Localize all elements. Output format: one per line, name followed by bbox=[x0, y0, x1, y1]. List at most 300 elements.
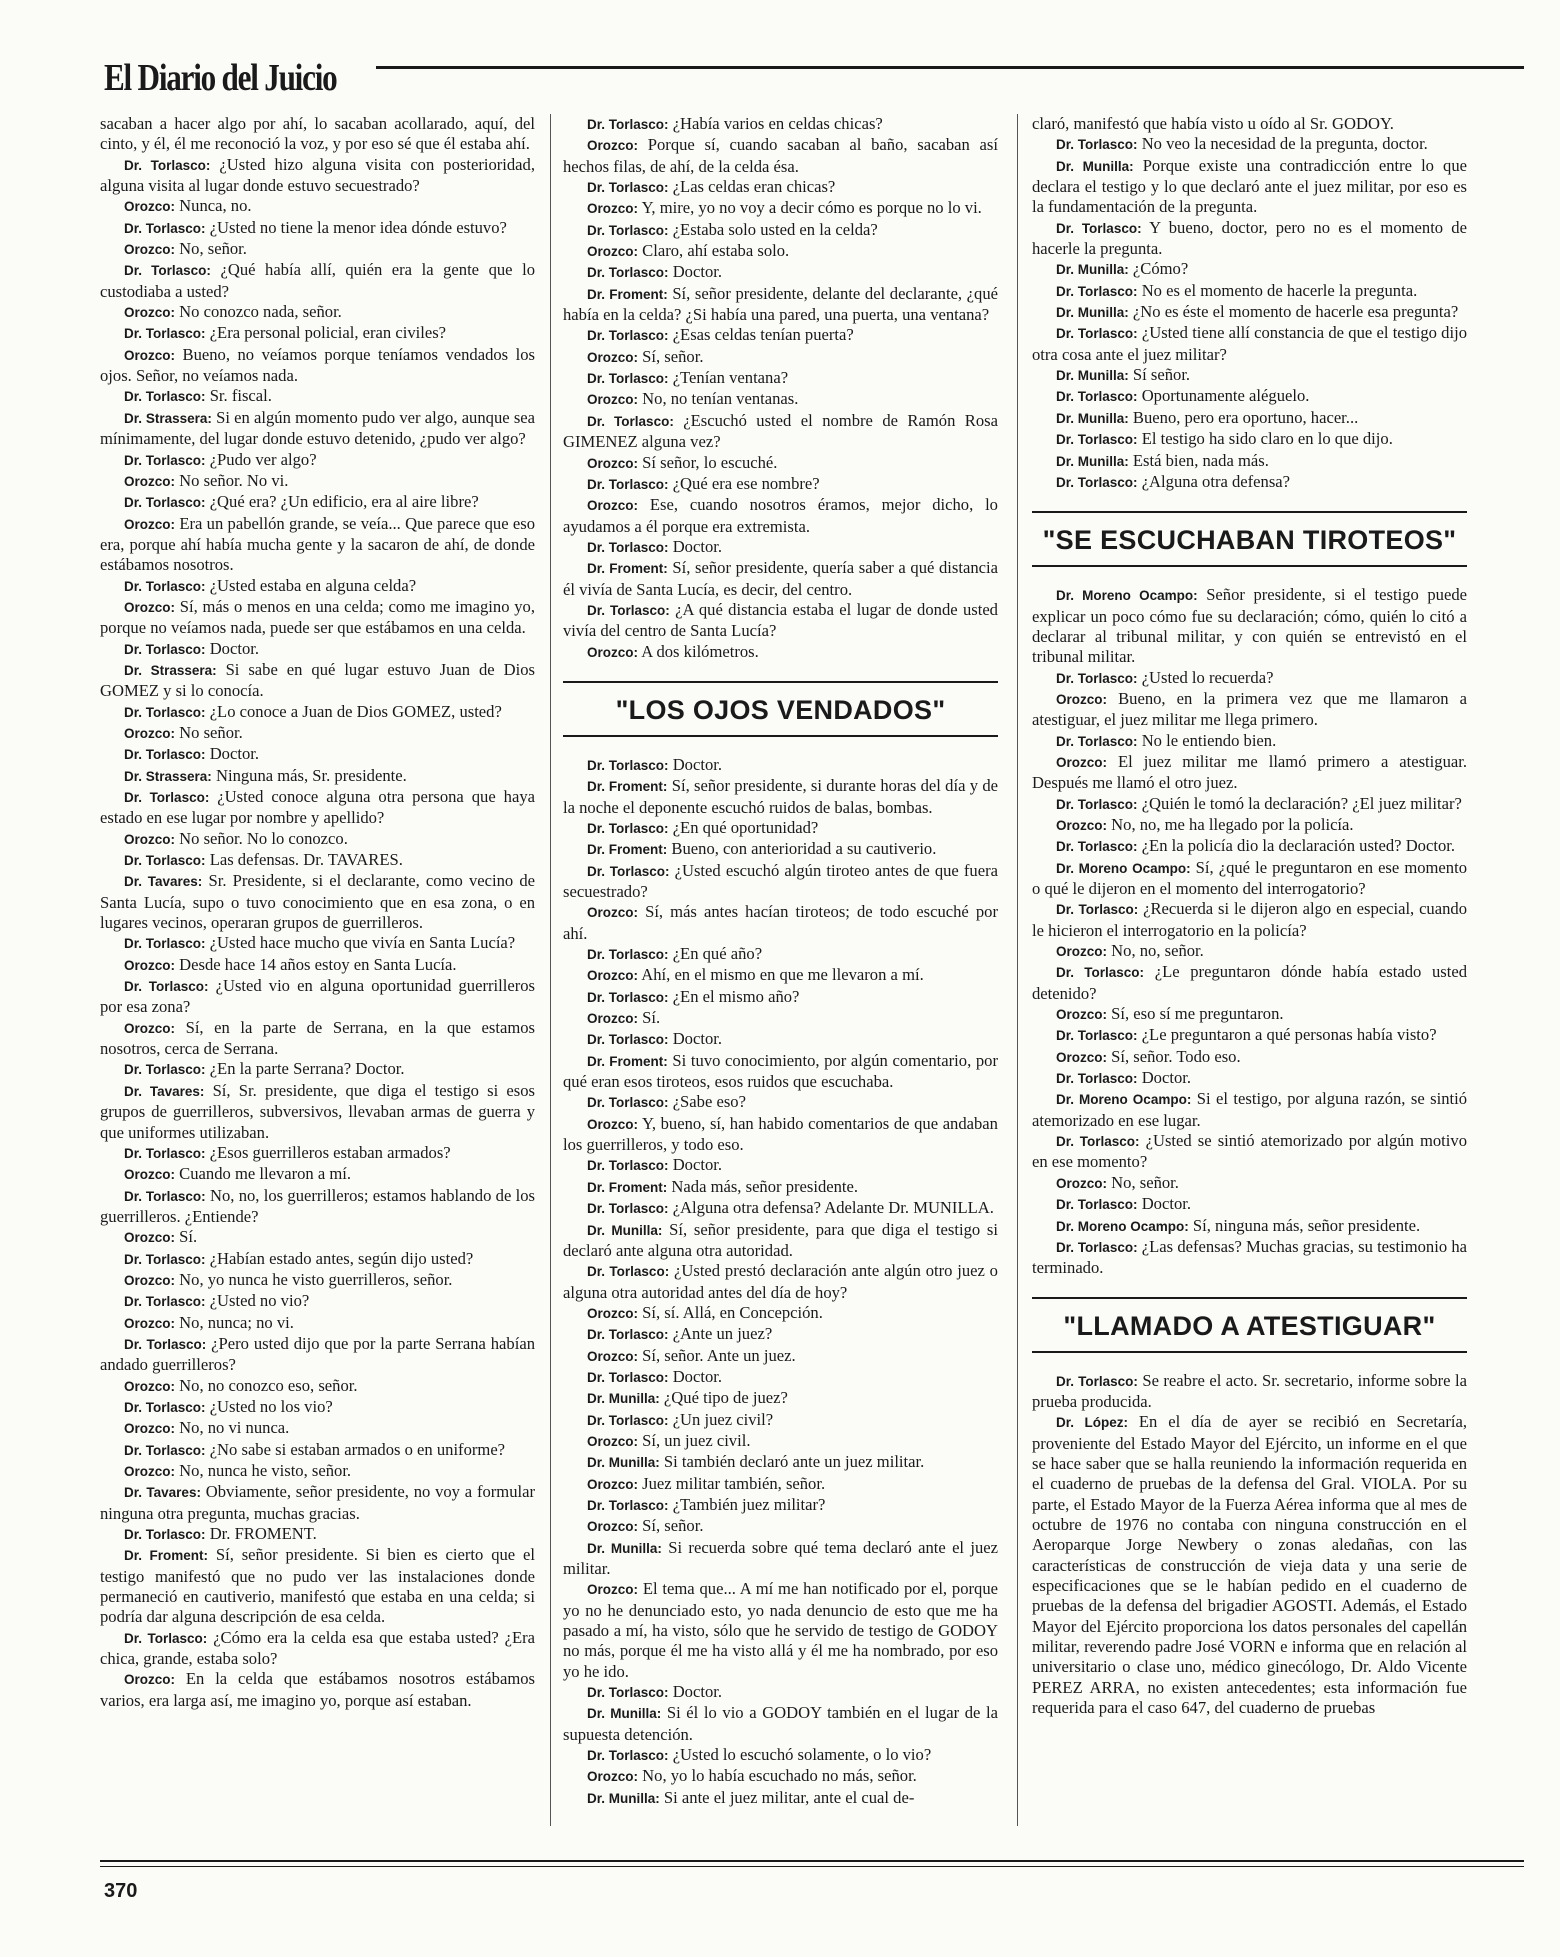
speech-text: Sí, señor presidente, para que diga el testigo si declaró ante alguna otra autoridad. bbox=[563, 1219, 998, 1260]
speaker-label: Dr. Torlasco: bbox=[1056, 220, 1142, 236]
transcript-paragraph bbox=[1032, 585, 1467, 667]
speech-text: No, no conozco eso, señor. bbox=[179, 1375, 358, 1395]
speech-text: Bueno, no veíamos porque teníamos vendados los ojos. Señor, no veíamos nada. bbox=[100, 344, 535, 386]
transcript-paragraph bbox=[1032, 899, 1467, 941]
speaker-label: Dr. Moreno Ocampo: bbox=[1056, 1218, 1189, 1234]
transcript-paragraph bbox=[100, 218, 535, 239]
speaker-label: Dr. Torlasco: bbox=[1056, 474, 1138, 490]
speaker-label: Dr. Torlasco: bbox=[124, 704, 206, 720]
speaker-label: Orozco: bbox=[124, 831, 176, 847]
speaker-label: Dr. Torlasco: bbox=[1056, 965, 1145, 981]
speaker-label: Dr. Munilla: bbox=[1056, 158, 1134, 174]
speech-text: ¿Cómo era la celda esa que estaba usted? ¿Era chica, grande, estaba solo? bbox=[100, 1627, 535, 1669]
speaker-label: Dr. Froment: bbox=[587, 1179, 668, 1195]
transcript-paragraph bbox=[563, 1431, 998, 1452]
transcript-paragraph bbox=[1032, 962, 1467, 1004]
speech-text: Sí, más o menos en una celda; como me imagino yo, porque no veíamos nada, puede ser que estábamos en una celda. bbox=[100, 596, 535, 638]
transcript-paragraph bbox=[100, 1440, 535, 1461]
speaker-label: Dr. Torlasco: bbox=[1056, 733, 1138, 749]
transcript-paragraph bbox=[563, 1051, 998, 1093]
speech-text: Sí, más antes hacían tiroteos; de todo escuché por ahí. bbox=[563, 902, 998, 943]
speaker-label: Dr. Strassera: bbox=[124, 410, 212, 426]
speech-text: ¿En qué oportunidad? bbox=[672, 817, 819, 837]
speech-text: No, nunca he visto, señor. bbox=[179, 1461, 352, 1480]
speaker-label: Orozco: bbox=[124, 957, 176, 973]
transcript-paragraph bbox=[100, 829, 535, 850]
speech-text: ¿Usted no vio? bbox=[209, 1291, 310, 1311]
speech-text: ¿Usted no los vio? bbox=[209, 1396, 333, 1416]
text-column-2 bbox=[563, 114, 998, 1809]
speaker-label: Orozco: bbox=[587, 1348, 639, 1364]
transcript-paragraph bbox=[563, 177, 998, 198]
speech-text: ¿A qué distancia estaba el lugar de donde usted vivía del centro de Santa Lucía? bbox=[563, 599, 998, 641]
speech-text: Nada más, señor presidente. bbox=[671, 1176, 859, 1196]
transcript-paragraph bbox=[563, 642, 998, 663]
transcript-paragraph bbox=[100, 1059, 535, 1080]
transcript-paragraph bbox=[1032, 1089, 1467, 1131]
speaker-label: Orozco: bbox=[124, 473, 176, 489]
speech-text: Las defensas. Dr. TAVARES. bbox=[209, 850, 403, 870]
transcript-paragraph bbox=[100, 1249, 535, 1270]
transcript-paragraph bbox=[563, 1177, 998, 1198]
transcript-paragraph bbox=[563, 1703, 998, 1745]
speech-text: ¿Usted no tiene la menor idea dónde estuvo? bbox=[209, 217, 507, 237]
transcript-paragraph bbox=[1032, 1194, 1467, 1215]
speech-text: Si recuerda sobre qué tema declaró ante el juez militar. bbox=[563, 1537, 998, 1578]
transcript-paragraph bbox=[100, 1482, 535, 1524]
transcript-paragraph bbox=[1032, 752, 1467, 794]
transcript-paragraph bbox=[100, 492, 535, 513]
transcript-paragraph bbox=[1032, 156, 1467, 218]
speaker-label: Orozco: bbox=[587, 392, 639, 408]
transcript-paragraph bbox=[563, 241, 998, 262]
speaker-label: Dr. Torlasco: bbox=[1056, 902, 1139, 918]
speaker-label: Dr. Torlasco: bbox=[1056, 839, 1138, 855]
speech-text: Y, bueno, sí, han habido comentarios de que andaban los guerrilleros, y todo eso. bbox=[563, 1113, 998, 1155]
speaker-label: Dr. Torlasco: bbox=[587, 1095, 669, 1111]
speech-text: ¿Quién le tomó la declaración? ¿El juez militar? bbox=[1141, 793, 1462, 813]
speech-text: Bueno, en la primera vez que me llamaron a atestiguar, el juez militar me llega primero. bbox=[1032, 688, 1467, 730]
speaker-label: Dr. Torlasco: bbox=[124, 263, 211, 279]
speaker-label: Dr. Munilla: bbox=[1056, 453, 1129, 469]
transcript-paragraph bbox=[100, 408, 535, 450]
speaker-label: Dr. Torlasco: bbox=[124, 790, 210, 805]
transcript-paragraph bbox=[100, 871, 535, 933]
speech-text: Sí. bbox=[179, 1227, 198, 1247]
transcript-paragraph bbox=[1032, 689, 1467, 731]
transcript-paragraph bbox=[563, 1452, 998, 1473]
transcript-paragraph bbox=[1032, 1068, 1467, 1089]
speaker-label: Dr. Munilla: bbox=[587, 1222, 663, 1238]
speaker-label: Orozco: bbox=[124, 305, 176, 321]
speaker-label: Orozco: bbox=[1056, 754, 1108, 770]
transcript-paragraph bbox=[100, 1186, 535, 1228]
transcript-paragraph bbox=[100, 702, 535, 723]
speaker-label: Dr. Torlasco: bbox=[1056, 137, 1138, 153]
speech-text: ¿Habían estado antes, según dijo usted? bbox=[209, 1248, 474, 1268]
transcript-paragraph bbox=[563, 411, 998, 453]
speaker-label: Orozco: bbox=[1056, 691, 1108, 707]
speech-text: No, no, me ha llegado por la policía. bbox=[1111, 814, 1354, 834]
speech-text: Doctor. bbox=[672, 262, 722, 282]
speaker-label: Dr. Torlasco: bbox=[124, 1442, 206, 1458]
transcript-paragraph bbox=[1032, 668, 1467, 689]
speech-text: Señor presidente, si el testigo puede explicar un poco cómo fue su declaración; cómo, quién lo citó a declarar al tribunal militar, y con quién se entrevistó en el tribunal militar. bbox=[1032, 585, 1467, 667]
speaker-label: Dr. Torlasco: bbox=[124, 452, 206, 468]
transcript-paragraph bbox=[563, 1474, 998, 1495]
transcript-paragraph bbox=[100, 1334, 535, 1376]
speaker-label: Dr. López: bbox=[1056, 1415, 1128, 1431]
speech-text: No, no, los guerrilleros; estamos hablando de los guerrilleros. ¿Entiende? bbox=[100, 1185, 535, 1226]
speaker-label: Dr. Froment: bbox=[587, 1053, 668, 1069]
transcript-paragraph bbox=[563, 114, 998, 135]
speech-text: No, señor. bbox=[179, 239, 247, 259]
speaker-label: Orozco: bbox=[587, 349, 639, 365]
transcript-paragraph bbox=[100, 196, 535, 217]
speaker-label: Dr. Torlasco: bbox=[124, 1188, 206, 1204]
speaker-label: Orozco: bbox=[124, 1020, 176, 1036]
speaker-label: Dr. Moreno Ocampo: bbox=[1056, 860, 1191, 876]
transcript-paragraph bbox=[563, 839, 998, 860]
speaker-label: Dr. Torlasco: bbox=[587, 1748, 669, 1764]
speaker-label: Dr. Torlasco: bbox=[124, 1630, 208, 1646]
speaker-label: Dr. Torlasco: bbox=[587, 1032, 669, 1048]
speaker-label: Dr. Torlasco: bbox=[124, 936, 206, 952]
speech-text: ¿Esas celdas tenían puerta? bbox=[672, 325, 854, 345]
speech-text: No señor. bbox=[179, 722, 243, 742]
speech-text: Doctor. bbox=[209, 638, 259, 658]
transcript-paragraph bbox=[563, 902, 998, 944]
transcript-paragraph bbox=[100, 1461, 535, 1482]
transcript-paragraph bbox=[100, 850, 535, 871]
speaker-label: Dr. Tavares: bbox=[124, 874, 203, 890]
speech-text: No le entiendo bien. bbox=[1141, 730, 1277, 750]
transcript-paragraph bbox=[100, 239, 535, 260]
speech-text: No, no, señor. bbox=[1111, 941, 1204, 961]
transcript-paragraph bbox=[563, 818, 998, 839]
speaker-label: Orozco: bbox=[124, 1230, 176, 1246]
transcript-paragraph bbox=[100, 1291, 535, 1312]
transcript-paragraph bbox=[563, 1261, 998, 1303]
transcript-paragraph bbox=[1032, 794, 1467, 815]
speaker-label: Dr. Tavares: bbox=[124, 1083, 205, 1099]
speaker-label: Dr. Torlasco: bbox=[587, 602, 670, 618]
transcript-paragraph bbox=[563, 1538, 998, 1580]
speech-text: Sí, señor. Ante un juez. bbox=[642, 1345, 796, 1365]
speaker-label: Orozco: bbox=[124, 599, 176, 615]
transcript-paragraph bbox=[100, 576, 535, 597]
transcript-paragraph bbox=[563, 284, 998, 326]
speech-text: sacaban a hacer algo por ahí, lo sacaban acollarado, aquí, del cinto, y él, él me reconoció la voz, y por eso sé que él estaba ahí. bbox=[100, 114, 535, 154]
transcript-paragraph bbox=[1032, 259, 1467, 280]
speech-text: Sí, señor presidente, quería saber a qué distancia él vivía de Santa Lucía, es decir, del centro. bbox=[563, 558, 998, 599]
section-heading: "LLAMADO A ATESTIGUAR" bbox=[1032, 1297, 1467, 1353]
transcript-paragraph bbox=[563, 198, 998, 219]
speaker-label: Dr. Strassera: bbox=[124, 662, 217, 678]
transcript-paragraph bbox=[1032, 429, 1467, 450]
speaker-label: Dr. Torlasco: bbox=[587, 328, 669, 344]
transcript-paragraph bbox=[563, 1029, 998, 1050]
transcript-paragraph bbox=[563, 1114, 998, 1156]
transcript-paragraph bbox=[563, 220, 998, 241]
publication-title: El Diario del Juicio bbox=[104, 57, 337, 99]
transcript-paragraph bbox=[100, 766, 535, 787]
text-column-1 bbox=[100, 114, 535, 1711]
speaker-label: Dr. Torlasco: bbox=[124, 326, 206, 342]
speech-text: No conozco nada, señor. bbox=[179, 302, 342, 322]
transcript-paragraph bbox=[563, 755, 998, 776]
speaker-label: Dr. Froment: bbox=[587, 842, 668, 858]
speech-text: Está bien, nada más. bbox=[1132, 450, 1269, 470]
transcript-paragraph bbox=[100, 1628, 535, 1670]
transcript-paragraph bbox=[563, 600, 998, 642]
speaker-label: Dr. Munilla: bbox=[1056, 305, 1129, 321]
speaker-label: Dr. Torlasco: bbox=[1056, 1373, 1138, 1389]
speaker-label: Dr. Torlasco: bbox=[1056, 1071, 1138, 1087]
speech-text: ¿Estaba solo usted en la celda? bbox=[672, 219, 878, 239]
speech-text: ¿Usted tiene allí constancia de que el testigo dijo otra cosa ante el juez militar? bbox=[1032, 323, 1467, 364]
transcript-paragraph bbox=[563, 325, 998, 346]
speech-text: En el día de ayer se recibió en Secretaría, proveniente del Estado Mayor del Ejército, un informe en el que se hace saber que se halla reuniendo la información requerida en el cuaderno de pruebas de la defensa del Gral. VIOLA. Por su parte, el Estado Mayor de la Fuerza Aérea informa que al mes de octubre de 1976 no contaba con ninguna construcción en el Aeroparque Jorge Newbery o zonas aledañas, con las características de construcción de vieja data y una serie de especificaciones que se le habían pedido en el cuaderno de pruebas de la defensa del brigadier AGOSTI. Además, el Estado Mayor del Ejército proporciona los datos personales del capellán militar, reverendo padre José VORN e informa que en relación al universitario o clase uno, médico ginecólogo, Dr. Aldo Vicente PEREZ ARRA, no existen antecedentes; esta información fue requerida para el caso 647, del cuaderno de pruebas bbox=[1032, 1412, 1467, 1718]
speech-text: Era un pabellón grande, se veía... Que parece que eso era, porque ahí había mucha gente y la sacaron de ahí, de donde estábamos nosotros. bbox=[100, 513, 535, 575]
speech-text: Sr. fiscal. bbox=[209, 386, 272, 406]
speech-text: ¿Tenían ventana? bbox=[672, 368, 789, 388]
speaker-label: Dr. Froment: bbox=[587, 561, 668, 577]
speaker-label: Dr. Torlasco: bbox=[587, 820, 669, 836]
transcript-paragraph bbox=[563, 453, 998, 474]
transcript-paragraph bbox=[1032, 1371, 1467, 1413]
speech-text: Se reabre el acto. Sr. secretario, informe sobre la prueba producida. bbox=[1032, 1370, 1467, 1411]
speaker-label: Orozco: bbox=[587, 244, 639, 260]
transcript-paragraph bbox=[1032, 365, 1467, 386]
transcript-paragraph bbox=[1032, 451, 1467, 472]
speech-text: ¿Le preguntaron a qué personas había visto? bbox=[1141, 1025, 1437, 1045]
speaker-label: Orozco: bbox=[587, 1305, 639, 1321]
speaker-label: Dr. Torlasco: bbox=[124, 220, 206, 236]
speaker-label: Dr. Torlasco: bbox=[587, 863, 670, 879]
speaker-label: Orozco: bbox=[124, 1464, 176, 1479]
transcript-paragraph bbox=[1032, 408, 1467, 429]
transcript-paragraph bbox=[563, 368, 998, 389]
speaker-label: Orozco: bbox=[587, 201, 639, 217]
transcript-paragraph bbox=[563, 1766, 998, 1787]
speaker-label: Dr. Torlasco: bbox=[587, 1369, 669, 1385]
speech-text: Ninguna más, Sr. presidente. bbox=[215, 765, 407, 785]
transcript-paragraph bbox=[563, 1495, 998, 1516]
speaker-label: Orozco: bbox=[587, 1011, 639, 1027]
transcript-paragraph bbox=[100, 1524, 535, 1545]
speech-text: ¿Pudo ver algo? bbox=[209, 449, 317, 469]
speech-text: ¿Usted escuchó algún tiroteo antes de que fuera secuestrado? bbox=[563, 860, 998, 901]
speaker-label: Dr. Torlasco: bbox=[124, 1062, 206, 1078]
speaker-label: Orozco: bbox=[587, 968, 639, 984]
transcript-paragraph bbox=[100, 114, 535, 155]
speaker-label: Orozco: bbox=[124, 516, 176, 532]
speaker-label: Dr. Torlasco: bbox=[1056, 1239, 1138, 1255]
transcript-paragraph bbox=[563, 558, 998, 600]
speech-text: ¿Un juez civil? bbox=[672, 1409, 774, 1429]
speaker-label: Orozco: bbox=[587, 1476, 639, 1492]
speaker-label: Dr. Torlasco: bbox=[124, 1145, 206, 1161]
speech-text: Desde hace 14 años estoy en Santa Lucía. bbox=[179, 954, 457, 974]
transcript-paragraph bbox=[100, 1397, 535, 1418]
speech-text: ¿Usted conoce alguna otra persona que haya estado en ese lugar por nombre y apellido? bbox=[100, 787, 535, 828]
speaker-label: Dr. Torlasco: bbox=[587, 757, 669, 773]
speaker-label: Dr. Torlasco: bbox=[587, 222, 669, 238]
speech-text: Si ante el juez militar, ante el cual de- bbox=[663, 1787, 915, 1807]
speech-text: Ahí, en el mismo en que me llevaron a mí. bbox=[641, 965, 924, 985]
transcript-paragraph bbox=[1032, 858, 1467, 900]
speaker-label: Dr. Torlasco: bbox=[124, 578, 206, 594]
transcript-paragraph bbox=[100, 1418, 535, 1439]
speech-text: El testigo ha sido claro en lo que dijo. bbox=[1141, 429, 1393, 449]
speaker-label: Dr. Torlasco: bbox=[587, 1327, 669, 1343]
speaker-label: Dr. Munilla: bbox=[587, 1455, 660, 1471]
speech-text: Si sabe en qué lugar estuvo Juan de Dios GOMEZ y si lo conocía. bbox=[100, 659, 535, 701]
speech-text: ¿Había varios en celdas chicas? bbox=[672, 114, 883, 133]
speaker-label: Dr. Torlasco: bbox=[587, 117, 669, 132]
speech-text: Y bueno, doctor, pero no es el momento de hacerle la pregunta. bbox=[1032, 217, 1467, 259]
transcript-paragraph bbox=[563, 474, 998, 495]
speech-text: No es el momento de hacerle la pregunta. bbox=[1141, 280, 1418, 300]
speaker-label: Dr. Torlasco: bbox=[587, 180, 669, 196]
speech-text: Sí, señor. bbox=[642, 1516, 704, 1536]
speech-text: No, no vi nunca. bbox=[179, 1418, 290, 1438]
speaker-label: Dr. Munilla: bbox=[587, 1706, 662, 1722]
speech-text: Sí, ¿qué le preguntaron en ese momento o qué le dijeron en el momento del interrogatorio? bbox=[1032, 857, 1467, 898]
transcript-paragraph bbox=[1032, 1412, 1467, 1718]
speaker-label: Dr. Torlasco: bbox=[1056, 283, 1138, 299]
speech-text: ¿Usted prestó declaración ante algún otro juez o alguna otra autoridad antes del día de hoy? bbox=[563, 1261, 998, 1302]
speech-text: Bueno, con anterioridad a su cautiverio. bbox=[671, 839, 937, 859]
speaker-label: Dr. Torlasco: bbox=[1056, 1028, 1138, 1044]
speech-text: Si también declaró ante un juez militar. bbox=[663, 1452, 925, 1472]
speaker-label: Orozco: bbox=[587, 1433, 639, 1449]
speaker-label: Dr. Torlasco: bbox=[1056, 326, 1138, 342]
speaker-label: Dr. Torlasco: bbox=[124, 1251, 206, 1267]
speech-text: ¿Esos guerrilleros estaban armados? bbox=[209, 1142, 451, 1162]
speaker-label: Dr. Torlasco: bbox=[124, 979, 209, 995]
speech-text: ¿Qué había allí, quién era la gente que lo custodiaba a usted? bbox=[100, 260, 535, 301]
transcript-paragraph bbox=[1032, 941, 1467, 962]
speaker-label: Orozco: bbox=[124, 1315, 176, 1331]
transcript-paragraph bbox=[100, 323, 535, 344]
transcript-paragraph bbox=[563, 537, 998, 558]
speaker-label: Dr. Torlasco: bbox=[587, 1412, 669, 1428]
speech-text: Doctor. bbox=[672, 1682, 722, 1702]
speaker-label: Dr. Torlasco: bbox=[587, 1497, 669, 1513]
transcript-paragraph bbox=[100, 1376, 535, 1397]
speaker-label: Orozco: bbox=[587, 1769, 639, 1785]
speaker-label: Dr. Torlasco: bbox=[587, 413, 674, 429]
speech-text: Sí, sí. Allá, en Concepción. bbox=[642, 1302, 823, 1322]
transcript-paragraph bbox=[1032, 218, 1467, 260]
speech-text: No señor. No vi. bbox=[179, 470, 289, 490]
transcript-paragraph bbox=[100, 955, 535, 976]
speech-text: Porque existe una contradicción entre lo que declara el testigo y lo que declaró ante el juez militar, por eso es la fundamentación de la pregunta. bbox=[1032, 155, 1467, 217]
speaker-label: Dr. Torlasco: bbox=[587, 947, 669, 963]
speaker-label: Orozco: bbox=[587, 138, 639, 154]
speaker-label: Orozco: bbox=[1056, 944, 1108, 960]
speaker-label: Orozco: bbox=[1056, 1175, 1108, 1191]
speaker-label: Orozco: bbox=[587, 455, 639, 471]
speech-text: ¿En qué año? bbox=[672, 944, 763, 964]
transcript-paragraph bbox=[563, 1788, 998, 1809]
speech-text: Sí, señor presidente, si durante horas del día y de la noche el deponente escuchó ruidos de balas, bombas. bbox=[563, 776, 999, 817]
transcript-paragraph bbox=[1032, 836, 1467, 857]
speaker-label: Dr. Munilla: bbox=[1056, 410, 1129, 426]
transcript-paragraph bbox=[1032, 1237, 1467, 1279]
speaker-label: Orozco: bbox=[1056, 1007, 1108, 1023]
speech-text: Sí, en la parte de Serrana, en la que estamos nosotros, cerca de Serrana. bbox=[100, 1017, 535, 1059]
transcript-paragraph bbox=[1032, 1025, 1467, 1046]
speech-text: Dr. FROMENT. bbox=[209, 1524, 317, 1544]
speaker-label: Dr. Torlasco: bbox=[124, 1527, 206, 1543]
speaker-label: Orozco: bbox=[124, 1272, 176, 1288]
speech-text: No, yo lo había escuchado no más, señor. bbox=[642, 1766, 917, 1786]
transcript-paragraph bbox=[563, 1008, 998, 1029]
transcript-paragraph bbox=[1032, 1004, 1467, 1025]
transcript-paragraph bbox=[563, 1198, 998, 1219]
speech-text: No, nunca; no vi. bbox=[179, 1312, 294, 1332]
speech-text: ¿Pero usted dijo que por la parte Serrana habían andado guerrilleros? bbox=[100, 1333, 535, 1375]
speaker-label: Dr. Munilla: bbox=[587, 1540, 662, 1556]
transcript-paragraph bbox=[100, 787, 535, 829]
speech-text: ¿Usted estaba en alguna celda? bbox=[209, 575, 417, 595]
speech-text: Sí, ninguna más, señor presidente. bbox=[1192, 1215, 1421, 1235]
speech-text: No veo la necesidad de la pregunta, doctor. bbox=[1141, 134, 1428, 154]
transcript-paragraph bbox=[563, 1367, 998, 1388]
speech-text: ¿Sabe eso? bbox=[672, 1092, 746, 1112]
speech-text: ¿No es éste el momento de hacerle esa pregunta? bbox=[1132, 302, 1459, 322]
speech-text: El tema que... A mí me han notificado por el, porque yo no he denunciado esto, yo nada denuncio de esto que me ha pasado a mí, ha visto, sólo que he servido de testigo de GODOY no más, porque él me ha visto allá y él me ha nombrado, por eso yo he ido. bbox=[563, 1579, 998, 1681]
transcript-paragraph bbox=[100, 1143, 535, 1164]
speaker-label: Orozco: bbox=[124, 1421, 176, 1437]
transcript-paragraph bbox=[563, 965, 998, 986]
transcript-paragraph bbox=[1032, 1173, 1467, 1194]
speech-text: Sí, señor. bbox=[642, 346, 704, 366]
transcript-paragraph bbox=[563, 944, 998, 965]
speaker-label: Dr. Torlasco: bbox=[1056, 432, 1138, 448]
speech-text: ¿Usted vio en alguna oportunidad guerrilleros por esa zona? bbox=[100, 976, 535, 1017]
speaker-label: Dr. Torlasco: bbox=[587, 476, 669, 492]
speaker-label: Orozco: bbox=[587, 644, 639, 660]
speech-text: Cuando me llevaron a mí. bbox=[179, 1164, 352, 1184]
transcript-paragraph bbox=[563, 987, 998, 1008]
speech-text: ¿Usted lo escuchó solamente, o lo vio? bbox=[672, 1745, 932, 1765]
transcript-paragraph bbox=[100, 1227, 535, 1248]
speech-text: ¿Cómo? bbox=[1132, 259, 1189, 279]
speaker-label: Dr. Torlasco: bbox=[124, 495, 206, 511]
speaker-label: Orozco: bbox=[124, 1378, 176, 1394]
speech-text: Porque sí, cuando sacaban al baño, sacaban así hechos filas, de ahí, de la celda ésa. bbox=[563, 135, 998, 176]
speech-text: ¿Recuerda si le dijeron algo en especial, cuando le hicieron el interrogatorio en la policía? bbox=[1032, 899, 1467, 940]
speaker-label: Dr. Torlasco: bbox=[587, 371, 669, 387]
speech-text: Doctor. bbox=[672, 754, 722, 774]
text-column-3 bbox=[1032, 114, 1467, 1718]
speech-text: Obviamente, señor presidente, no voy a formular ninguna otra pregunta, muchas gracias. bbox=[100, 1482, 535, 1523]
transcript-paragraph bbox=[1032, 472, 1467, 493]
speaker-label: Orozco: bbox=[124, 242, 176, 258]
transcript-paragraph bbox=[563, 1682, 998, 1703]
speech-text: Sí, señor presidente, delante del declarante, ¿qué había en la celda? ¿Si había una pared, una puerta, una ventana? bbox=[563, 283, 999, 325]
transcript-paragraph bbox=[1032, 114, 1467, 134]
speech-text: En la celda que estábamos nosotros estábamos varios, era larga así, me imagino yo, porque así estaban. bbox=[100, 1669, 535, 1710]
speaker-label: Dr. Torlasco: bbox=[124, 1336, 207, 1352]
speaker-label: Orozco: bbox=[587, 498, 639, 514]
speaker-label: Dr. Torlasco: bbox=[1056, 389, 1138, 405]
speech-text: ¿Qué era ese nombre? bbox=[672, 473, 820, 493]
